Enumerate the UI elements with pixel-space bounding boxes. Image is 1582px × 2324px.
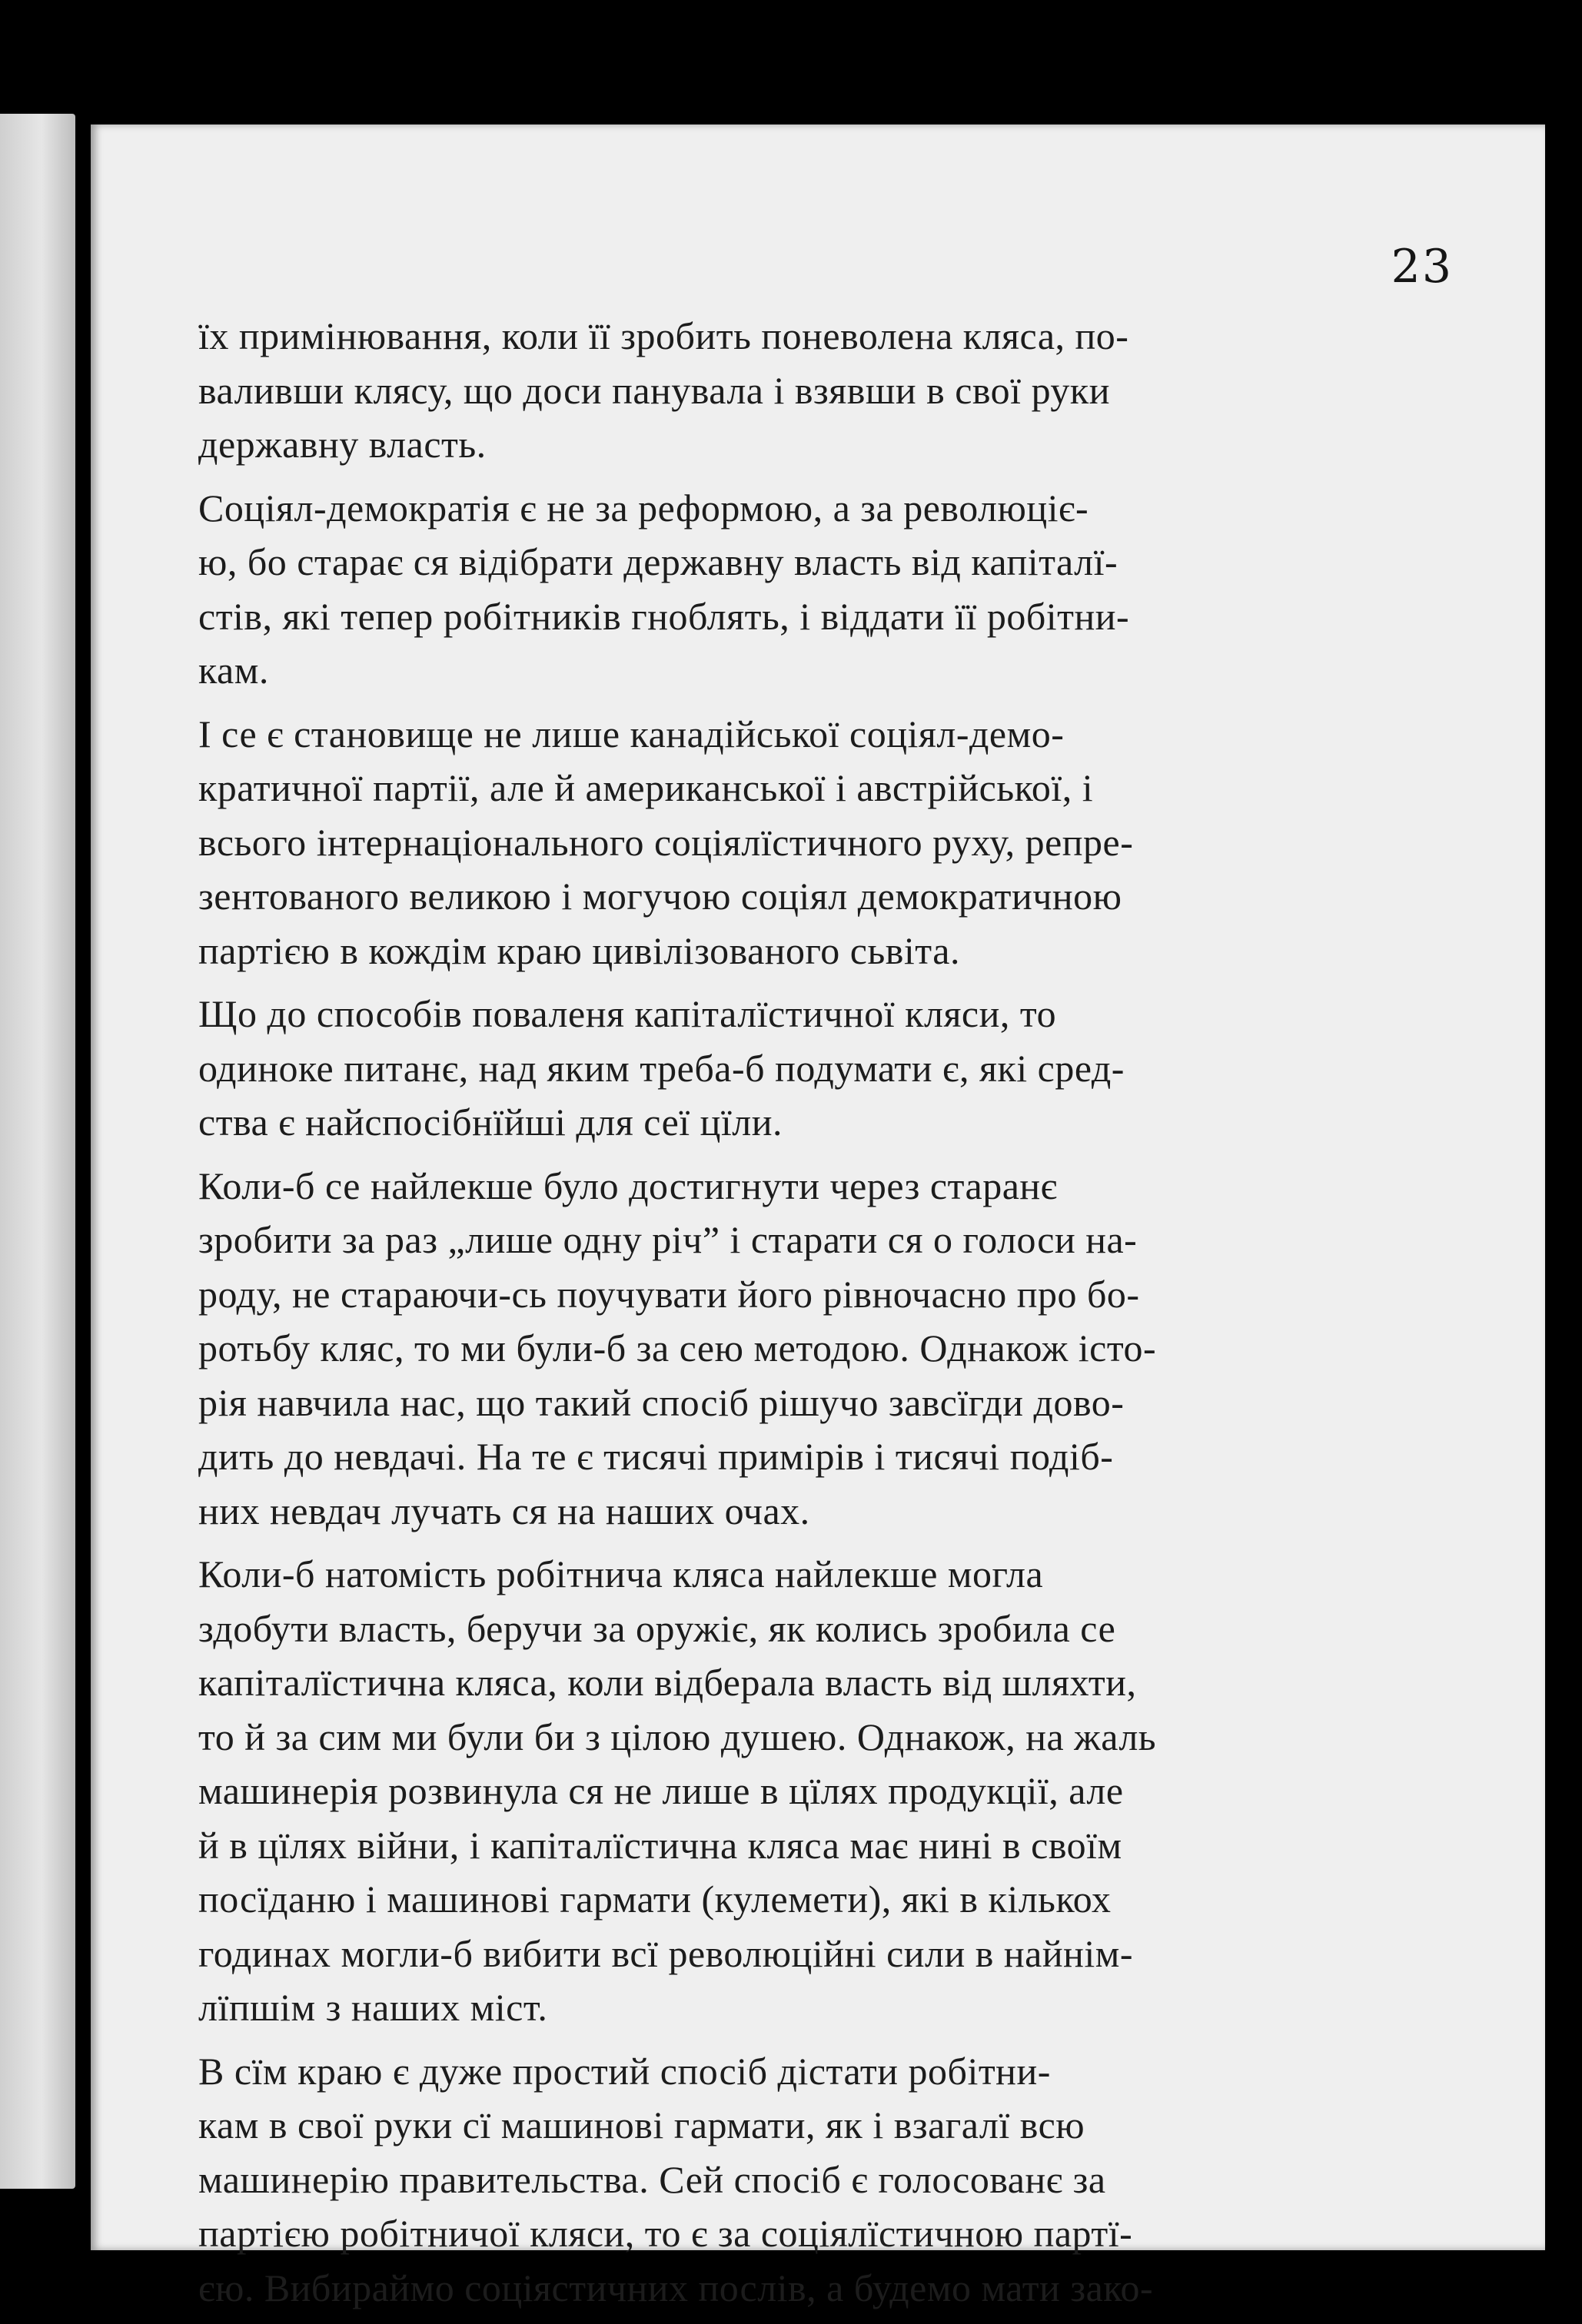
paragraph-5: Коли-б се найлекше було достигнути через старанє зробити за раз „лише одну річ” і старати ся о голоси на- роду, не стараючи-сь поучувати його рівночасно про бо- ротьбу кляс, то ми були-б за сею методою. Однакож істо- рія навчила нас, що такий спосіб рішучо завсїгди дово- дить до невдачі. На те є тисячі примірів і тисячі подіб- них невдач лучать ся на наших очах. (198, 1164, 1157, 1532)
book-page (91, 124, 1545, 2309)
paragraph-6: Коли-б натомість робітнича кляса найлекше могла здобути власть, беручи за оружіє, як колись зробила се капіталїстична кляса, коли відберала власть від шляхти, то й за сим ми були би з цілою душею. Однакож, на жаль машинерія розвинула ся не лише в цїлях продукції, але й в цїлях війни, і капіталїстична кляса має нині в своїм посїданю і машинові гармати (кулемети), які в кількох годинах могли-б вибити всї революційні сили в найнім- лїпшім з наших міст. (198, 1552, 1157, 2029)
paragraph-7: В сїм краю є дуже простий спосіб дістати робітни- кам в свої руки сї машинові гармати, як і взагалї всю машинерію правительства. Сей спосіб є голосованє за партією робітничої кляси, то є за соціялїстичною партї- єю. Вибираймо соціястичних послів, а будемо мати зако- (198, 2049, 1154, 2309)
paragraph-3: І се є становище не лише канадійської соціял-демо- кратичної партії, але й американської і австрійської, і всього інтернаціонального соціялїстичного руху, репре- зентованого великою і могучою соціял демократичною партією в кождім краю цивілізованого сьвіта. (198, 712, 1134, 972)
previous-page-edge (0, 114, 75, 2189)
page-number: 23 (1391, 240, 1453, 294)
paragraph-2: Соціял-демократія є не за реформою, а за революціє- ю, бо старає ся відібрати державну власть від капіталї- стів, які тепер робітників гноблять, і віддати її робітни- кам. (198, 486, 1130, 692)
body-text (198, 309, 1444, 2324)
paragraph-1: їх примінювання, коли її зробить поневолена кляса, по- валивши клясу, що доси панувала і взявши в свої руки державну власть. (198, 314, 1129, 466)
paragraph-4: Що до способів поваленя капіталїстичної кляси, то одиноке питанє, над яким треба-б подумати є, які сред- ства є найспосібнїйші для сеї цїли. (198, 992, 1125, 1144)
